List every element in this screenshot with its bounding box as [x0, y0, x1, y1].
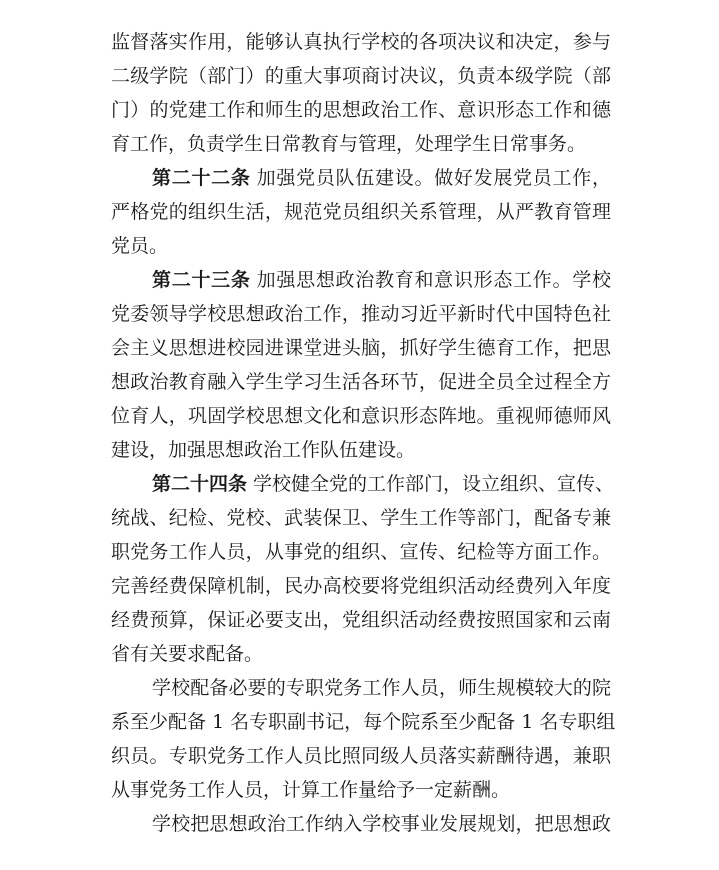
text-line: 统战、纪检、党校、武装保卫、学生工作等部门，配备专兼	[111, 507, 611, 529]
text-line: 织员。专职党务工作人员比照同级人员落实薪酬待遇，兼职	[111, 745, 611, 767]
text-line: 党委领导学校思想政治工作，推动习近平新时代中国特色社	[111, 303, 611, 325]
text-line: 学校把思想政治工作纳入学校事业发展规划，把思想政	[152, 813, 611, 835]
text-line: 完善经费保障机制，民办高校要将党组织活动经费列入年度	[111, 575, 611, 597]
text-span: 学校健全党的工作部门，设立组织、宣传、	[253, 473, 615, 495]
text-line: 建设，加强思想政治工作队伍建设。	[111, 439, 416, 461]
text-line: 想政治教育融入学生学习生活各环节，促进全员全过程全方	[111, 371, 611, 393]
text-line: 职党务工作人员，从事党的组织、宣传、纪检等方面工作。	[111, 541, 611, 563]
article-22-line	[152, 161, 611, 195]
text-line: 门）的党建工作和师生的思想政治工作、意识形态工作和德	[111, 99, 611, 121]
text-span: 加强思想政治教育和意识形态工作。学校	[256, 269, 611, 291]
article-24-heading: 第二十四条	[152, 473, 248, 495]
text-line: 位育人，巩固学校思想文化和意识形态阵地。重视师德师风	[111, 405, 611, 427]
text-line: 严格党的组织生活，规范党员组织关系管理，从严教育管理	[111, 201, 611, 223]
article-23-line	[152, 263, 611, 297]
text-line: 经费预算，保证必要支出，党组织活动经费按照国家和云南	[111, 609, 611, 631]
text-span: 加强党员队伍建设。做好发展党员工作，	[256, 167, 611, 189]
article-22-heading: 第二十二条	[152, 167, 251, 189]
text-line: 省有关要求配备。	[111, 643, 264, 665]
text-line: 系至少配备 1 名专职副书记，每个院系至少配备 1 名专职组	[111, 711, 616, 733]
text-line: 党员。	[111, 235, 169, 257]
text-line: 从事党务工作人员，计算工作量给予一定薪酬。	[111, 779, 511, 801]
article-23-heading: 第二十三条	[152, 269, 251, 291]
text-line: 育工作，负责学生日常教育与管理，处理学生日常事务。	[111, 133, 587, 155]
text-line: 二级学院（部门）的重大事项商讨决议，负责本级学院（部	[111, 65, 611, 87]
text-line: 学校配备必要的专职党务工作人员，师生规模较大的院	[152, 677, 611, 699]
text-line: 监督落实作用，能够认真执行学校的各项决议和决定，参与	[111, 31, 611, 53]
text-line: 会主义思想进校园进课堂进头脑，抓好学生德育工作，把思	[111, 337, 611, 359]
article-24-line	[152, 467, 615, 501]
